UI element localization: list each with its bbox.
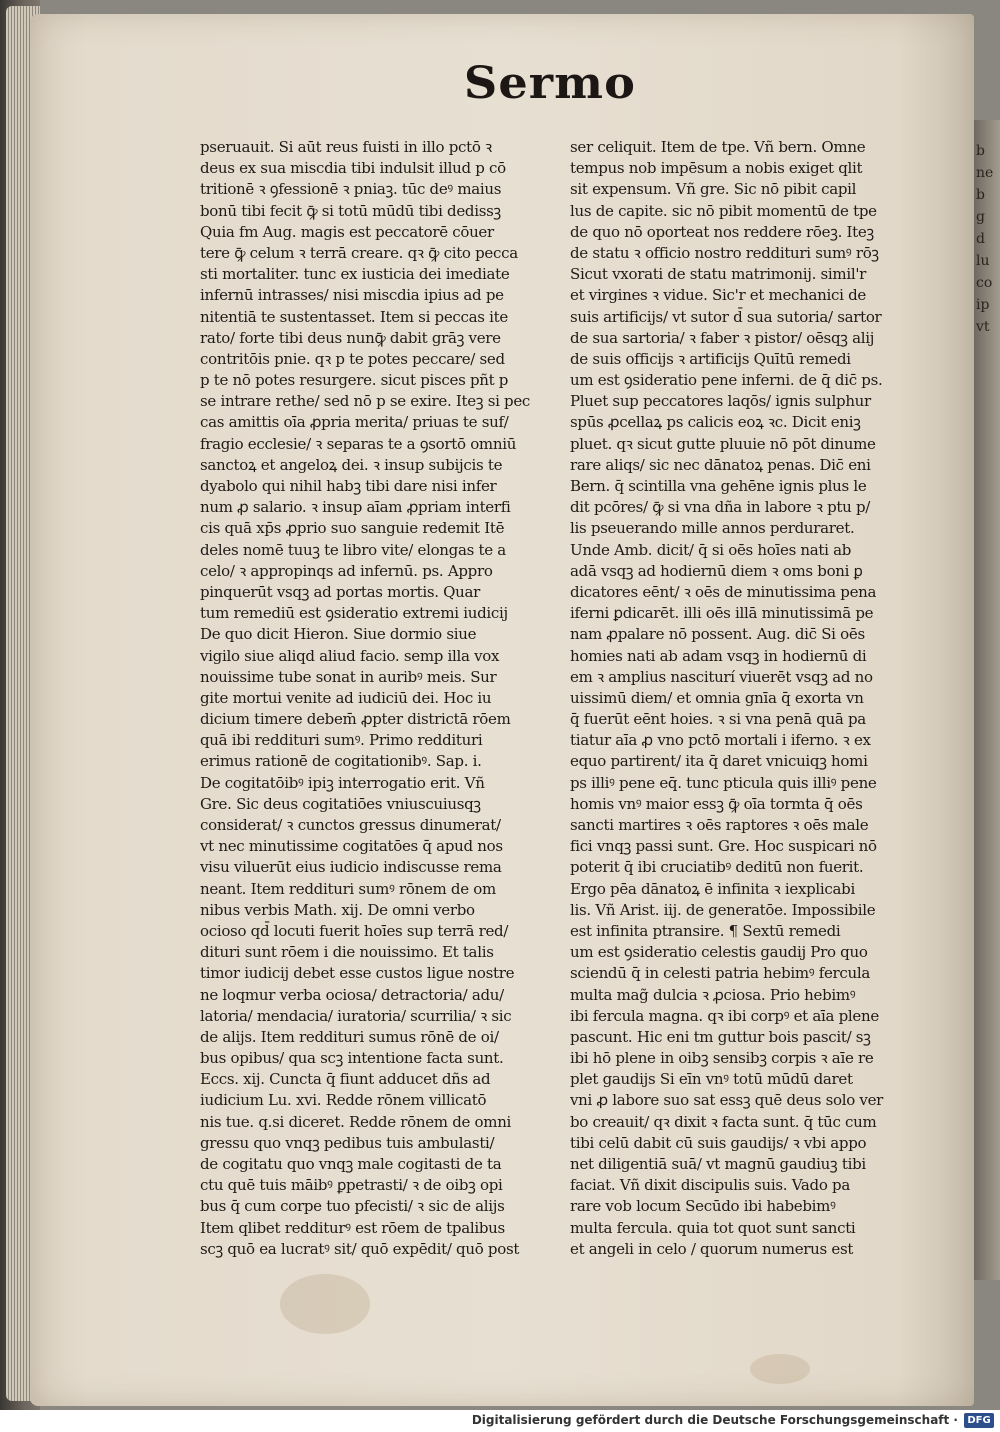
text-line: et virgines ꝛ vidue. Sic'r et mechanici de [570,286,866,305]
text-line: tiatur aīa ꝓ vno pctō mortali i iferno. ꝛ ex [570,731,871,750]
text-line: tibi celū dabit cū suis gaudijs/ ꝛ vbi appo [570,1133,867,1152]
text-line: timor iudicij debet esse custos ligue nostre [200,964,515,983]
sliver-line: ip [976,297,990,313]
text-line: de quo nō oporteat nos reddere rōeꝫ. Iteꝫ [570,222,874,241]
text-line: iudicium Lu. xvi. Redde rōnem villicatō [200,1091,487,1110]
sliver-line: co [976,275,993,291]
text-line: et angeli in celo / quorum numerus est [570,1239,854,1258]
text-line: ps illiꝰ pene eq̄. tunc pticula quis illiꝰ pene [570,773,877,792]
text-line: nibus verbis Math. xij. De omni verbo [200,900,475,919]
text-line: bo creauit/ qꝛ dixit ꝛ facta sunt. q̄ tūc cum [570,1112,877,1131]
text-line: sti mortaliter. tunc ex iusticia dei imediate [200,265,510,284]
sliver-line: b [976,187,985,203]
text-line: vigilo siue aliqd aliud facio. semp illa vox [200,646,500,665]
text-line: nouissime tube sonat in auribꝰ meis. Sur [200,667,497,686]
text-line: sciendū q̄ in celesti patria hebimꝰ fercula [570,964,871,983]
text-line: homis vnꝰ maior essꝫ ꝙ̄ oīa tormta q̄ oēs [570,794,863,813]
text-line: deus ex sua miscdia tibi indulsit illud p cō [200,159,506,178]
text-line: tum remediū est ꝯsideratio extremi iudicij [200,604,508,623]
text-line: deles nomē tuuꝫ te libro vite/ elongas te a [200,540,506,559]
text-line: rare vob locum Secūdo ibi habebimꝰ [570,1197,836,1216]
next-page-sliver-text [976,140,1000,338]
text-line: Item qlibet redditurꝰ est rōem de tpalibus [200,1218,505,1237]
text-line: homies nati ab adam vsqꝫ in hodiernū di [570,646,867,665]
sliver-line: ne [976,165,994,181]
text-line: De cogitatōibꝰ ipiꝫ interrogatio erit. Vñ [200,773,485,792]
sliver-line: vt [976,319,990,335]
text-line: De quo dicit Hieron. Siue dormio siue [200,625,477,644]
text-line: de statu ꝛ officio nostro reddituri sumꝰ rōꝫ [570,243,879,262]
text-line: Gre. Sic deus cogitatiōes vniuscuiusqꝫ [200,794,481,813]
text-line: vni ꝓ labore suo sat essꝫ quē deus solo ver [570,1091,884,1110]
text-line: bus q̄ cum corpe tuo pfecisti/ ꝛ sic de alijs [200,1197,505,1216]
text-line: net diligentiā suā/ vt magnū gaudiuꝫ tibi [570,1155,866,1173]
text-line: ne loqmur verba ociosa/ detractoria/ adu/ [200,985,504,1004]
text-line: sit expensum. Vñ gre. Sic nō pibit capil [570,180,857,199]
footer-credit: Digitalisierung gefördert durch die Deutsche Forschungsgemeinschaft · [471,1413,958,1427]
text-line: p te nō potes resurgere. sicut pisces pñt p [200,371,509,390]
text-line: dit pcōres/ ꝙ̄ si vna dña in labore ꝛ ptu p/ [570,498,871,517]
text-line: plet gaudijs Si eīn vnꝰ totū mūdū daret [570,1070,853,1089]
text-line: uissimū diem/ et omnia gnīa q̄ exorta vn [570,688,864,707]
text-line: gressu quo vnqꝫ pedibus tuis ambulasti/ [200,1133,495,1152]
text-line: lis pseuerando mille annos perduraret. [570,519,855,538]
text-line: fragio ecclesie/ ꝛ separas te a ꝯsortō omniū [200,434,517,453]
text-line: erimus rationē de cogitationibꝰ. Sap. i. [200,752,482,771]
text-line: dituri sunt rōem i die nouissimo. Et talis [200,943,494,962]
text-line: dicatores eēnt/ ꝛ oēs de minutissima pena [570,582,877,601]
text-line: Unde Amb. dicit/ q̄ si oēs hoīes nati ab [570,540,852,559]
text-line: contritōis pnie. qꝛ p te potes peccare/ sed [200,349,505,368]
text-line: de suis officijs ꝛ artificijs Quītū remedi [570,349,851,368]
text-line: dicium timere debem̄ ꝓpter districtā rōem [200,710,511,729]
text-line: tere ꝙ̄ celum ꝛ terrā creare. qꝛ ꝙ̄ cito pecca [200,243,518,262]
text-line: nis tue. q.si diceret. Redde rōnem de omni [200,1112,512,1131]
text-line: tempus nob impēsum a nobis exiget qlit [570,159,863,178]
text-line: Quia fm Aug. magis est peccatorē cōuer [200,222,494,241]
text-line: quā ibi reddituri sumꝰ. Primo reddituri [200,731,483,750]
text-line: Sicut vxorati de statu matrimonij. simil'r [570,265,867,284]
sliver-line: g [976,209,985,225]
text-line: bus opibus/ qua scꝫ intentione facta sunt. [200,1049,504,1068]
text-line: ctu quē tuis māibꝰ ꝑpetrasti/ ꝛ de oibꝫ opi [200,1176,503,1195]
text-line: num ꝓ salario. ꝛ insup aīam ꝓpriam interfi [200,498,511,517]
text-line: est infinita ptransire. ¶ Sextū remedi [570,921,841,940]
text-line: bonū tibi fecit ꝙ̄ si totū mūdū tibi dedissꝫ [200,201,501,220]
text-line: poterit q̄ ibi cruciatibꝰ deditū non fuerit. [570,858,864,877]
text-line: infernū intrasses/ nisi miscdia ipius ad pe [200,286,504,305]
text-line: Ergo pēa dānatoꝝ ē infinita ꝛ iexplicabi [570,879,855,898]
text-line: vt nec minutissime cogitatōes q̄ apud nos [200,837,503,856]
text-line: dyabolo qui nihil habꝫ tibi dare nisi infer [200,477,497,495]
sliver-line: lu [976,253,990,269]
text-line: iferni ꝑdicarēt. illi oēs illā minutissimā pe [570,604,874,623]
text-line: multa fercula. quia tot quot sunt sancti [570,1218,856,1237]
text-line: Pluet sup peccatores laqōs/ ignis sulphur [570,392,871,411]
text-line: pinquerūt vsqꝫ ad portas mortis. Quar [200,582,481,601]
text-line: um est ꝯsideratio pene inferni. de q̄ dic̄ ps. [570,371,883,390]
text-line: nitentiā te sustentasset. Item si peccas ite [200,307,508,326]
sliver-line: d [976,231,985,247]
text-line: suis artificijs/ vt sutor d̄ sua sutoria/ sartor [570,307,882,326]
text-line: celo/ ꝛ appropinqs ad infernū. ps. Appro [200,561,493,580]
text-line: cis quā xp̄s ꝓprio suo sanguie redemit Itē [200,519,505,538]
text-line: sancti martires ꝛ oēs raptores ꝛ oēs male [570,816,869,834]
text-line: latoria/ mendacia/ iuratoria/ scurrilia/ ꝛ sic [200,1006,512,1025]
text-line: q̄ fuerūt eēnt hoies. ꝛ si vna penā quā pa [570,710,866,729]
text-line: multa mag̃ dulcia ꝛ ꝓciosa. Prio hebimꝰ [570,985,856,1004]
text-line: lis. Vñ Arist. iij. de generatōe. Impossibile [570,900,876,919]
text-line: rare aliqs/ sic nec dānatoꝝ penas. Dic̄ eni [570,455,871,474]
text-line: gite mortui venite ad iudiciū dei. Hoc iu [200,688,492,707]
text-line: adā vsqꝫ ad hodiernū diem ꝛ oms boni ꝑ [570,561,863,580]
text-line: em ꝛ amplius nasciturí viuerēt vsqꝫ ad no [570,667,873,686]
text-line: Eccs. xij. Cuncta q̄ fiunt adducet dñs ad [200,1070,491,1089]
text-line: faciat. Vñ dixit discipulis suis. Vado pa [570,1176,850,1195]
text-line: cas amittis oīa ꝓpria merita/ priuas te suf/ [200,413,509,432]
text-line: considerat/ ꝛ cunctos gressus dinumerat/ [200,816,501,834]
text-line: de alijs. Item reddituri sumus rōnē de oi/ [200,1027,499,1046]
sliver-line: b [976,143,985,159]
text-column-left [200,137,530,1260]
text-line: de sua sartoria/ ꝛ faber ꝛ pistor/ oēsqꝫ alij [570,328,875,347]
text-line: ocioso qd̄ locuti fuerit hoīes sup terrā red/ [200,921,509,940]
text-line: ser celiquit. Item de tpe. Vñ bern. Omne [570,138,866,156]
text-line: ibi hō plene in oibꝫ sensibꝫ corpis ꝛ aīe re [570,1049,874,1068]
text-line: pseruauit. Si aūt reus fuisti in illo pctō ꝛ [200,138,492,156]
text-line: de cogitatu quo vnqꝫ male cogitasti de ta [200,1155,502,1173]
text-line: tritionē ꝛ ꝯfessionē ꝛ pniaꝫ. tūc deꝰ maius [200,180,502,199]
text-line: neant. Item reddituri sumꝰ rōnem de om [200,879,496,898]
text-line: scꝫ quō ea lucratꝰ sit/ quō expēdit/ quō post [200,1239,520,1258]
text-line: Bern. q̄ scintilla vna gehēne ignis plus le [570,477,867,495]
text-line: sanctoꝝ et angeloꝝ dei. ꝛ insup subijcis te [200,455,503,474]
text-line: nam ꝓpalare nō possent. Aug. dic̄ Si oēs [570,625,865,644]
text-line: ibi fercula magna. qꝛ ibi corpꝰ et aīa plene [570,1006,879,1025]
digitization-footer [0,1410,1000,1432]
text-line: pascunt. Hic eni tm guttur bois pascit/ sꝫ [570,1027,871,1046]
page-header-title: Sermo [463,58,636,109]
text-line: rato/ forte tibi deus nunꝙ̄ dabit grāꝫ vere [200,328,501,347]
text-line: se intrare rethe/ sed nō p se exire. Iteꝫ si pec [200,392,530,411]
text-line: equo partirent/ ita q̄ daret vnicuiqꝫ homi [570,752,868,771]
text-line: pluet. qꝛ sicut gutte pluuie nō pōt dinume [570,434,876,453]
text-column-right [570,137,900,1260]
paper-stain [750,1354,810,1384]
paper-stain [280,1274,370,1334]
text-line: visu viluerūt eius iudicio indiscusse rema [200,858,502,877]
text-line: lus de capite. sic nō pibit momentū de tpe [570,201,877,220]
dfg-logo: DFG [964,1413,994,1428]
text-line: spūs ꝓcellaꝝ ps calicis eoꝝ ꝛc. Dicit eniꝫ [570,413,861,432]
text-line: fici vnqꝫ passi sunt. Gre. Hoc suspicari nō [570,837,877,856]
text-line: um est ꝯsideratio celestis gaudij Pro quo [570,943,868,962]
